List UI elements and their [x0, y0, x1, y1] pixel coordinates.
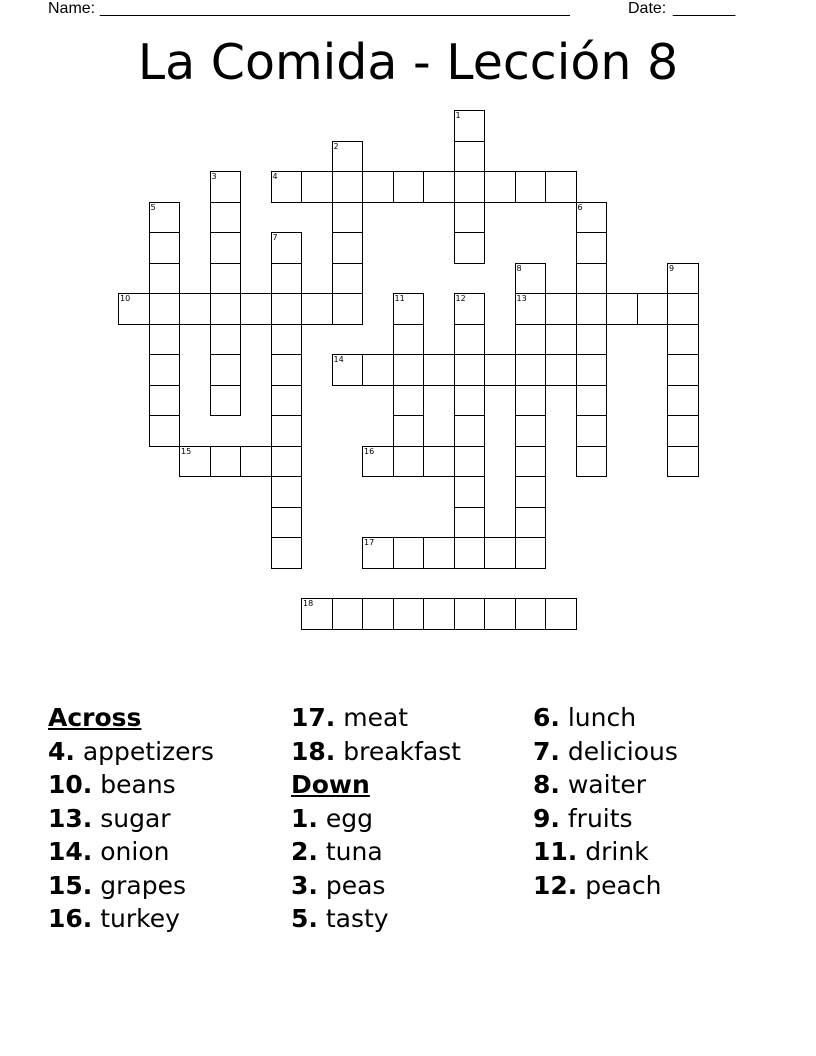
- grid-cell[interactable]: [240, 446, 272, 478]
- clue-item: [533, 869, 678, 903]
- grid-cell[interactable]: [484, 171, 516, 203]
- clue-number-label: 9: [669, 263, 675, 273]
- clue-number: 11.: [533, 837, 578, 866]
- clue-number-label: 7: [272, 233, 278, 242]
- clue-item: [291, 902, 461, 936]
- clue-number-label: 5: [150, 202, 156, 212]
- grid-cell[interactable]: [515, 598, 547, 630]
- clue-text: egg: [325, 803, 373, 833]
- clue-number: 13.: [48, 803, 93, 833]
- grid-cell[interactable]: [149, 354, 181, 386]
- clue-number: 17.: [291, 703, 336, 732]
- clue-number: 2.: [291, 837, 318, 866]
- grid-cell[interactable]: [301, 293, 333, 325]
- grid-cell[interactable]: [332, 171, 364, 203]
- grid-cell[interactable]: [667, 446, 699, 478]
- grid-cell[interactable]: [179, 293, 211, 325]
- grid-cell[interactable]: [149, 263, 181, 295]
- down-heading: Down: [291, 770, 370, 799]
- grid-cell[interactable]: [393, 537, 425, 569]
- grid-cell[interactable]: [210, 202, 242, 234]
- clue-number-label: 14: [333, 355, 344, 364]
- grid-cell[interactable]: [454, 507, 486, 539]
- clue-text: grapes: [100, 870, 186, 900]
- grid-cell[interactable]: [454, 598, 486, 630]
- clue-text: drink: [585, 837, 649, 866]
- grid-cell[interactable]: [271, 293, 303, 325]
- clue-number-label: 15: [181, 446, 192, 456]
- clue-number-label: 18: [303, 599, 314, 608]
- clue-text: turkey: [100, 904, 180, 933]
- clue-item: [533, 835, 678, 869]
- grid-cell[interactable]: [271, 385, 303, 417]
- grid-cell[interactable]: [423, 446, 455, 478]
- grid-cell[interactable]: [515, 354, 547, 386]
- clue-item: [48, 735, 214, 769]
- grid-cell[interactable]: [576, 263, 608, 295]
- grid-cell[interactable]: [332, 263, 364, 295]
- grid-cell[interactable]: [515, 446, 547, 478]
- clue-number-label: 1: [455, 111, 461, 120]
- grid-cell[interactable]: [362, 354, 394, 386]
- clue-number-label: 13: [516, 294, 527, 303]
- grid-cell[interactable]: [515, 324, 547, 356]
- grid-cell[interactable]: [515, 476, 547, 508]
- grid-cell[interactable]: [454, 385, 486, 417]
- grid-cell[interactable]: [667, 354, 699, 386]
- grid-cell[interactable]: [454, 476, 486, 508]
- grid-cell[interactable]: [454, 232, 486, 264]
- grid-cell[interactable]: [393, 446, 425, 478]
- clue-number: 3.: [291, 870, 318, 900]
- grid-cell[interactable]: [362, 598, 394, 630]
- clue-number-label: 3: [211, 172, 217, 181]
- grid-cell[interactable]: [454, 171, 486, 203]
- clue-text: lunch: [567, 703, 637, 732]
- clue-number: 1.: [291, 803, 318, 833]
- grid-cell[interactable]: [393, 415, 425, 447]
- clue-number: 14.: [48, 837, 93, 866]
- grid-cell[interactable]: [667, 293, 699, 325]
- grid-cell[interactable]: [149, 415, 181, 447]
- grid-cell[interactable]: [515, 537, 547, 569]
- grid-cell[interactable]: [454, 202, 486, 234]
- clue-number-label: 4: [272, 172, 278, 181]
- grid-cell[interactable]: [454, 537, 486, 569]
- grid-cell[interactable]: [454, 354, 486, 386]
- grid-cell[interactable]: [423, 598, 455, 630]
- grid-cell[interactable]: [149, 385, 181, 417]
- grid-cell[interactable]: [393, 324, 425, 356]
- grid-cell[interactable]: [332, 232, 364, 264]
- grid-cell[interactable]: [667, 324, 699, 356]
- clue-text: sugar: [100, 803, 171, 833]
- grid-cell[interactable]: [576, 385, 608, 417]
- grid-cell[interactable]: [545, 598, 577, 630]
- clue-item: [48, 802, 214, 836]
- clue-item: [48, 835, 214, 869]
- clue-text: tasty: [325, 904, 389, 933]
- clue-item: [533, 735, 678, 769]
- grid-cell[interactable]: [545, 171, 577, 203]
- name-label: Name:: [48, 0, 96, 17]
- clue-text: fruits: [567, 803, 633, 833]
- grid-cell[interactable]: [484, 537, 516, 569]
- clue-item: [48, 902, 214, 936]
- grid-cell[interactable]: [454, 446, 486, 478]
- grid-cell[interactable]: [149, 293, 181, 325]
- grid-cell[interactable]: [454, 141, 486, 173]
- clue-number-label: 16: [364, 446, 375, 456]
- grid-cell[interactable]: [515, 415, 547, 447]
- name-blank[interactable]: ______________________________________________________: [100, 0, 570, 17]
- grid-cell[interactable]: [484, 354, 516, 386]
- grid-cell[interactable]: [271, 446, 303, 478]
- grid-cell[interactable]: [271, 354, 303, 386]
- grid-cell[interactable]: [271, 415, 303, 447]
- clue-number: 15.: [48, 870, 93, 900]
- clue-item: [48, 869, 214, 903]
- grid-cell[interactable]: [210, 324, 242, 356]
- clue-item: [291, 802, 461, 836]
- clue-number: 7.: [533, 736, 560, 766]
- clue-number-label: 8: [516, 263, 522, 273]
- grid-cell[interactable]: [393, 354, 425, 386]
- clue-text: onion: [100, 837, 170, 866]
- grid-cell[interactable]: [240, 293, 272, 325]
- grid-cell[interactable]: [332, 598, 364, 630]
- grid-cell[interactable]: [393, 598, 425, 630]
- clue-item: [291, 701, 461, 735]
- grid-cell[interactable]: [423, 354, 455, 386]
- clue-number-label: 10: [120, 294, 131, 303]
- grid-cell[interactable]: [271, 507, 303, 539]
- grid-cell[interactable]: [545, 354, 577, 386]
- grid-cell[interactable]: [271, 263, 303, 295]
- clue-text: meat: [343, 703, 409, 732]
- grid-cell[interactable]: [576, 324, 608, 356]
- clue-number-label: 2: [333, 141, 339, 151]
- grid-cell[interactable]: [271, 537, 303, 569]
- grid-cell[interactable]: [484, 598, 516, 630]
- grid-cell[interactable]: [576, 293, 608, 325]
- clue-item: [291, 735, 461, 769]
- grid-cell[interactable]: [667, 415, 699, 447]
- grid-cell[interactable]: [271, 476, 303, 508]
- clue-text: delicious: [567, 736, 678, 766]
- clue-number: 5.: [291, 904, 318, 933]
- date-blank[interactable]: _______: [673, 0, 736, 17]
- grid-cell[interactable]: [393, 385, 425, 417]
- clue-item: [533, 701, 678, 735]
- grid-cell[interactable]: [576, 415, 608, 447]
- grid-cell[interactable]: [301, 171, 333, 203]
- grid-cell[interactable]: [454, 415, 486, 447]
- grid-cell[interactable]: [210, 385, 242, 417]
- grid-cell[interactable]: [637, 293, 669, 325]
- clue-number: 10.: [48, 770, 93, 799]
- clue-column-1: [48, 701, 214, 936]
- clue-number-label: 17: [364, 538, 375, 547]
- clue-item: [48, 768, 214, 802]
- clue-text: peas: [325, 870, 386, 900]
- grid-cell[interactable]: [149, 232, 181, 264]
- grid-cell[interactable]: [393, 171, 425, 203]
- clue-text: beans: [100, 770, 176, 799]
- grid-cell[interactable]: [362, 171, 394, 203]
- grid-cell[interactable]: [606, 293, 638, 325]
- page-title: La Comida - Lección 8: [137, 34, 679, 91]
- grid-cell[interactable]: [454, 324, 486, 356]
- grid-cell[interactable]: [667, 385, 699, 417]
- clue-item: [533, 768, 678, 802]
- clue-text: waiter: [567, 770, 647, 799]
- grid-cell[interactable]: [332, 293, 364, 325]
- clue-number: 16.: [48, 904, 93, 933]
- grid-cell[interactable]: [515, 171, 547, 203]
- clue-number: 12.: [533, 870, 578, 900]
- date-label: Date:: [628, 0, 667, 17]
- across-heading: Across: [48, 703, 142, 732]
- clue-text: peach: [585, 870, 662, 900]
- grid-cell[interactable]: [515, 385, 547, 417]
- clue-number-label: 11: [394, 294, 405, 303]
- grid-cell[interactable]: [545, 293, 577, 325]
- clue-number: 4.: [48, 736, 75, 766]
- clue-item: [291, 835, 461, 869]
- grid-cell[interactable]: [210, 446, 242, 478]
- grid-cell[interactable]: [576, 446, 608, 478]
- grid-cell[interactable]: [210, 263, 242, 295]
- clue-text: tuna: [325, 837, 383, 866]
- clue-text: breakfast: [343, 736, 461, 766]
- clue-item: [533, 802, 678, 836]
- grid-cell[interactable]: [149, 324, 181, 356]
- clue-number: 8.: [533, 770, 560, 799]
- clue-column-3: [533, 701, 678, 902]
- grid-cell[interactable]: [576, 354, 608, 386]
- grid-cell[interactable]: [210, 354, 242, 386]
- grid-cell[interactable]: [271, 324, 303, 356]
- clue-number-label: 6: [577, 202, 583, 212]
- grid-cell[interactable]: [423, 537, 455, 569]
- clue-item: [291, 869, 461, 903]
- clue-number: 18.: [291, 736, 336, 766]
- clue-column-2: [291, 701, 461, 936]
- clue-number-label: 12: [455, 294, 466, 303]
- clue-text: appetizers: [82, 736, 214, 766]
- grid-cell[interactable]: [210, 232, 242, 264]
- grid-cell[interactable]: [332, 202, 364, 234]
- clue-number: 9.: [533, 803, 560, 833]
- grid-cell[interactable]: [423, 171, 455, 203]
- grid-cell[interactable]: [576, 232, 608, 264]
- clue-number: 6.: [533, 703, 560, 732]
- grid-cell[interactable]: [515, 507, 547, 539]
- grid-cell[interactable]: [210, 293, 242, 325]
